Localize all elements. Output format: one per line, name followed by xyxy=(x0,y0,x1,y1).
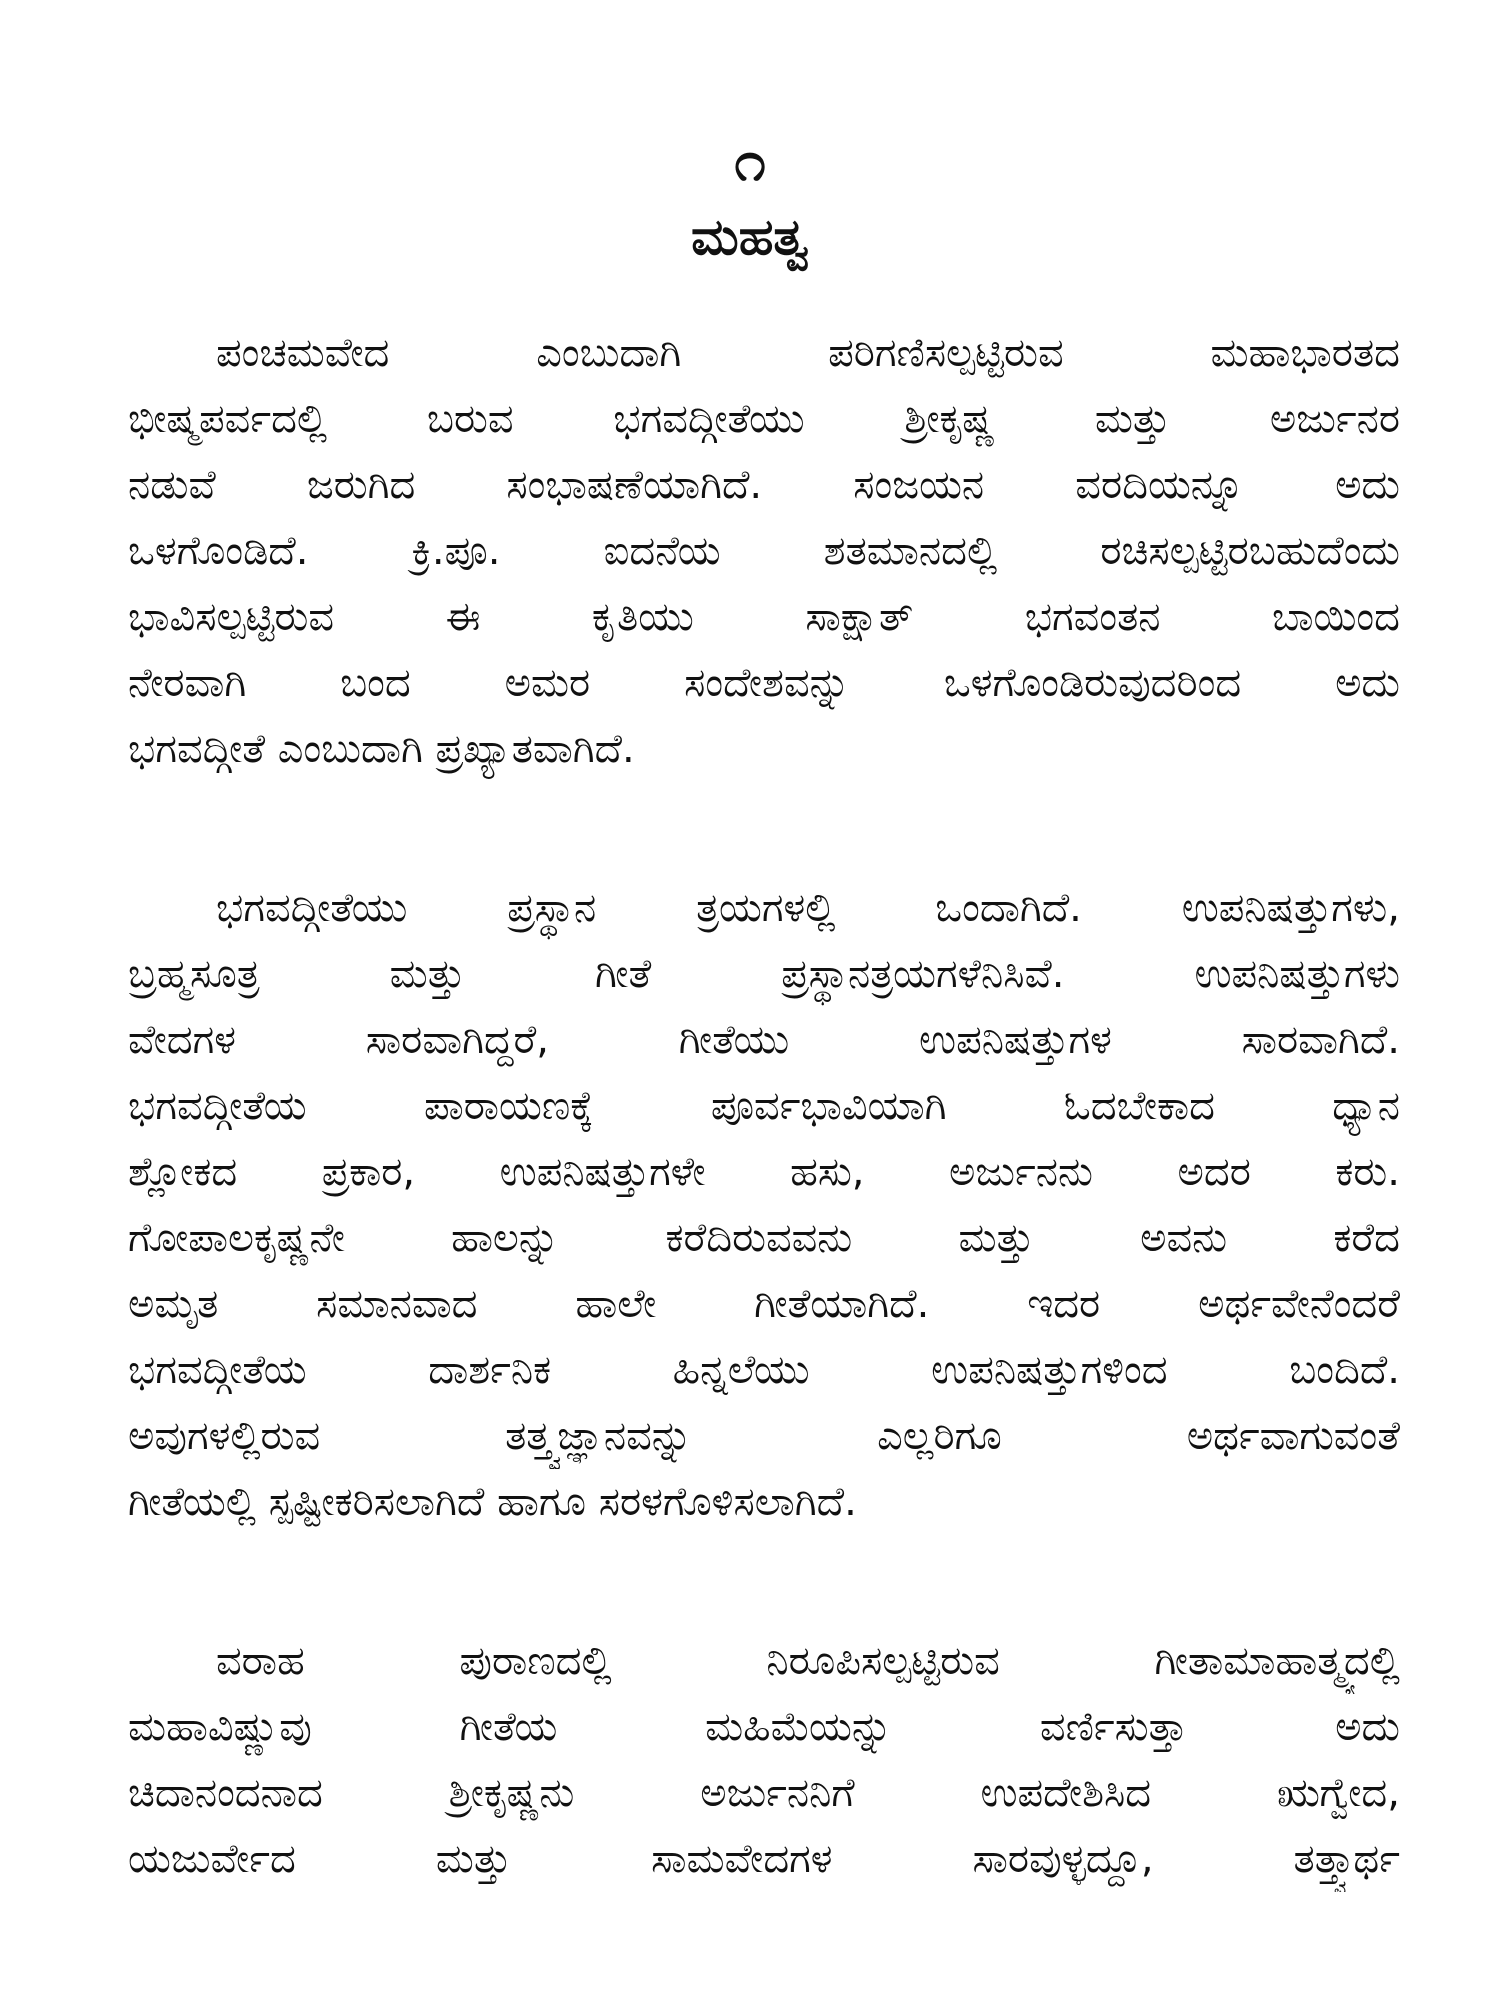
paragraph-3 xyxy=(128,1628,1400,1892)
text-line: ಭಗವದ್ಗೀತೆಯ ಪಾರಾಯಣಕ್ಕೆ ಪೂರ್ವಭಾವಿಯಾಗಿ ಓದಬೇಕಾದ ಧ್ಯಾನ xyxy=(128,1083,1400,1129)
text-line: ವೇದಗಳ ಸಾರವಾಗಿದ್ದರೆ, ಗೀತೆಯು ಉಪನಿಷತ್ತುಗಳ ಸಾರವಾಗಿದೆ. xyxy=(128,1017,1400,1063)
text-line: ವರಾಹ ಪುರಾಣದಲ್ಲಿ ನಿರೂಪಿಸಲ್ಪಟ್ಟಿರುವ ಗೀತಾಮಾಹಾತ್ಮ್ಯದಲ್ಲಿ xyxy=(216,1638,1400,1684)
paragraph-2 xyxy=(128,875,1400,1535)
text-line: ಗೀತೆಯಲ್ಲಿ ಸ್ಪಷ್ಟೀಕರಿಸಲಾಗಿದೆ ಹಾಗೂ ಸರಳಗೊಳಿಸಲಾಗಿದೆ. xyxy=(128,1479,857,1525)
text-line: ಭೀಷ್ಮಪರ್ವದಲ್ಲಿ ಬರುವ ಭಗವದ್ಗೀತೆಯು ಶ್ರೀಕೃಷ್ಣ ಮತ್ತು ಅರ್ಜುನರ xyxy=(128,396,1400,442)
text-line: ನಡುವೆ ಜರುಗಿದ ಸಂಭಾಷಣೆಯಾಗಿದೆ. ಸಂಜಯನ ವರದಿಯನ್ನೂ ಅದು xyxy=(128,462,1400,508)
chapter-number: ೧ xyxy=(734,129,766,194)
text-line: ಗೋಪಾಲಕೃಷ್ಣನೇ ಹಾಲನ್ನು ಕರೆದಿರುವವನು ಮತ್ತು ಅವನು ಕರೆದ xyxy=(128,1215,1400,1261)
text-line: ಅವುಗಳಲ್ಲಿರುವ ತತ್ತ್ವಜ್ಞಾನವನ್ನು ಎಲ್ಲರಿಗೂ ಅರ್ಥವಾಗುವಂತೆ xyxy=(128,1413,1400,1459)
text-line: ಭಗವದ್ಗೀತೆ ಎಂಬುದಾಗಿ ಪ್ರಖ್ಯಾತವಾಗಿದೆ. xyxy=(128,726,635,772)
chapter-title: ಮಹತ್ವ xyxy=(691,208,809,266)
text-line: ಚಿದಾನಂದನಾದ ಶ್ರೀಕೃಷ್ಣನು ಅರ್ಜುನನಿಗೆ ಉಪದೇಶಿಸಿದ ಋಗ್ವೇದ, xyxy=(128,1770,1400,1816)
text-line: ಪಂಚಮವೇದ ಎಂಬುದಾಗಿ ಪರಿಗಣಿಸಲ್ಪಟ್ಟಿರುವ ಮಹಾಭಾರತದ xyxy=(216,330,1400,376)
text-line: ಬ್ರಹ್ಮಸೂತ್ರ ಮತ್ತು ಗೀತೆ ಪ್ರಸ್ಥಾನತ್ರಯಗಳೆನಿಸಿವೆ. ಉಪನಿಷತ್ತುಗಳು xyxy=(128,951,1400,997)
text-line: ಅಮೃತ ಸಮಾನವಾದ ಹಾಲೇ ಗೀತೆಯಾಗಿದೆ. ಇದರ ಅರ್ಥವೇನೆಂದರೆ xyxy=(128,1281,1400,1327)
text-line: ಮಹಾವಿಷ್ಣುವು ಗೀತೆಯ ಮಹಿಮೆಯನ್ನು ವರ್ಣಿಸುತ್ತಾ ಅದು xyxy=(128,1704,1400,1750)
text-line: ಶ್ಲೋಕದ ಪ್ರಕಾರ, ಉಪನಿಷತ್ತುಗಳೇ ಹಸು, ಅರ್ಜುನನು ಅದರ ಕರು. xyxy=(128,1149,1400,1195)
text-line: ಭಗವದ್ಗೀತೆಯ ದಾರ್ಶನಿಕ ಹಿನ್ನಲೆಯು ಉಪನಿಷತ್ತುಗಳಿಂದ ಬಂದಿದೆ. xyxy=(128,1347,1400,1393)
text-line: ನೇರವಾಗಿ ಬಂದ ಅಮರ ಸಂದೇಶವನ್ನು ಒಳಗೊಂಡಿರುವುದರಿಂದ ಅದು xyxy=(128,660,1400,706)
text-line: ಯಜುರ್ವೇದ ಮತ್ತು ಸಾಮವೇದಗಳ ಸಾರವುಳ್ಳದ್ದೂ, ತತ್ತ್ವಾರ್ಥ xyxy=(128,1836,1400,1882)
text-line: ಭಾವಿಸಲ್ಪಟ್ಟಿರುವ ಈ ಕೃತಿಯು ಸಾಕ್ಷಾತ್ ಭಗವಂತನ ಬಾಯಿಂದ xyxy=(128,594,1400,640)
paragraph-1 xyxy=(128,320,1400,782)
text-line: ಭಗವದ್ಗೀತೆಯು ಪ್ರಸ್ಥಾನ ತ್ರಯಗಳಲ್ಲಿ ಒಂದಾಗಿದೆ. ಉಪನಿಷತ್ತುಗಳು, xyxy=(216,885,1400,931)
text-line: ಒಳಗೊಂಡಿದೆ. ಕ್ರಿ.ಪೂ. ಐದನೆಯ ಶತಮಾನದಲ್ಲಿ ರಚಿಸಲ್ಪಟ್ಟಿರಬಹುದೆಂದು xyxy=(128,528,1400,574)
